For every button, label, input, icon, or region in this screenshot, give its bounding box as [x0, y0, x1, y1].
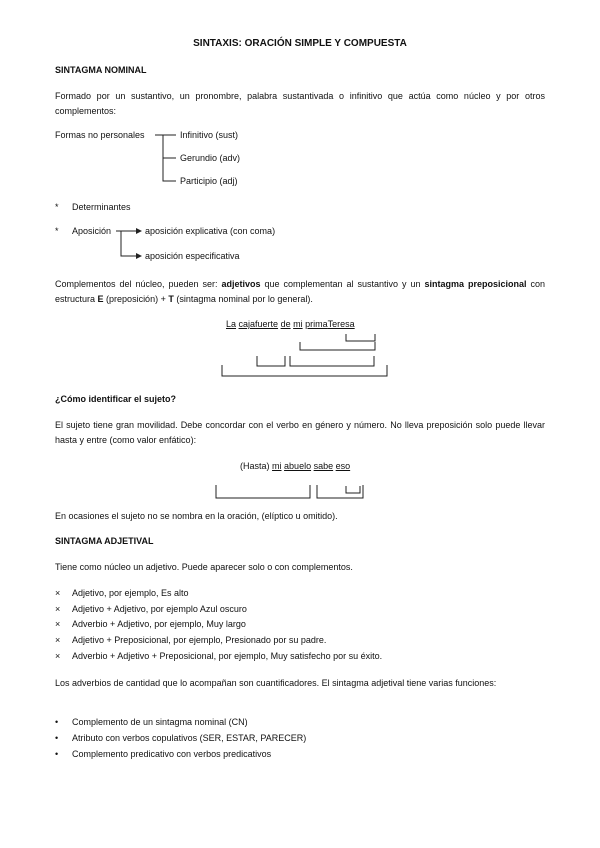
adjetival-list-item: Adjetivo + Preposicional, por ejemplo, Presionado por su padre. — [72, 635, 327, 645]
adjetivos-term: adjetivos — [221, 279, 261, 289]
star-bullet: * — [55, 202, 59, 212]
star-bullet: * — [55, 226, 59, 236]
dot-bullet: • — [55, 749, 59, 759]
example-word: Teresa — [327, 319, 355, 329]
forma-infinitivo: Infinitivo (sust) — [180, 130, 239, 140]
sujeto-omitido: En ocasiones el sujeto no se nombra en la oración, (elíptico u omitido). — [55, 511, 338, 521]
sujeto-heading: ¿Cómo identificar el sujeto? — [55, 394, 177, 404]
example-sentence-nominal — [226, 318, 355, 331]
aposicion-explicativa: aposición explicativa (con coma) — [145, 226, 276, 236]
complementos-text: que complementan al sustantivo y un — [260, 279, 425, 289]
aposicion-especificativa: aposición especificativa — [145, 251, 240, 261]
forma-participio: Participio (adj) — [180, 176, 238, 186]
adjetival-list-item: Adjetivo + Adjetivo, por ejemplo Azul oscuro — [72, 604, 247, 614]
example-word: prima — [305, 319, 328, 329]
example-word: de — [280, 319, 291, 329]
cross-bullet: × — [55, 588, 61, 598]
aposicion-item: Aposición — [72, 226, 112, 236]
adjetival-heading: SINTAGMA ADJETIVAL — [55, 536, 154, 546]
example-sentence-sujeto — [240, 460, 350, 473]
dot-bullet: • — [55, 717, 59, 727]
example-word: abuelo — [284, 461, 312, 471]
nominal-intro: Formado por un sustantivo, un pronombre, palabra sustantivada o infinitivo que actúa como núcleo y por otros complementos: — [55, 91, 545, 116]
determinantes-item: Determinantes — [72, 202, 131, 212]
adjetival-list-item: Adjetivo, por ejemplo, Es alto — [72, 588, 189, 598]
cross-bullet: × — [55, 619, 61, 629]
nominal-heading: SINTAGMA NOMINAL — [55, 65, 147, 75]
formas-label: Formas no personales — [55, 130, 145, 140]
cross-bullet: × — [55, 604, 61, 614]
sintagma-term: sintagma — [424, 279, 464, 289]
complementos-text: (preposición) + — [103, 294, 169, 304]
complementos-text: con estructura — [55, 279, 545, 304]
cross-bullet: × — [55, 635, 61, 645]
complementos-text: (sintagma nominal por lo general). — [173, 294, 313, 304]
e-term: E — [97, 294, 104, 304]
example-word: sabe — [313, 461, 334, 471]
t-term: T — [168, 294, 174, 304]
adjetival-list-item: Adverbio + Adjetivo + Preposicional, por ejemplo, Muy satisfecho por su éxito. — [72, 651, 383, 661]
adjetival-intro: Tiene como núcleo un adjetivo. Puede aparecer solo o con complementos. — [55, 562, 353, 572]
example-word: La — [226, 319, 237, 329]
dot-bullet: • — [55, 733, 59, 743]
funcion-item: Complemento predicativo con verbos predicativos — [72, 749, 272, 759]
cross-bullet: × — [55, 651, 61, 661]
example-prefix: (Hasta) — [240, 461, 270, 471]
cuantificadores-text: Los adverbios de cantidad que lo acompañan son cuantificadores. El sintagma adjetival tiene varias funciones: — [55, 678, 497, 688]
preposicional-term: preposicional — [467, 279, 527, 289]
complementos-paragraph — [55, 277, 545, 307]
example-word: fuerte — [255, 319, 279, 329]
example-word: caja — [238, 319, 256, 329]
example-word: mi — [293, 319, 303, 329]
funcion-item: Complemento de un sintagma nominal (CN) — [72, 717, 248, 727]
example-word: eso — [335, 461, 351, 471]
forma-gerundio: Gerundio (adv) — [180, 153, 241, 163]
adjetival-list-item: Adverbio + Adjetivo, por ejemplo, Muy largo — [72, 619, 246, 629]
complementos-text: Complementos del núcleo, pueden ser: — [55, 279, 222, 289]
example-word: mi — [272, 461, 282, 471]
funcion-item: Atributo con verbos copulativos (SER, ESTAR, PARECER) — [72, 733, 307, 743]
page-title: SINTAXIS: ORACIÓN SIMPLE Y COMPUESTA — [193, 38, 407, 49]
sujeto-text: El sujeto tiene gran movilidad. Debe concordar con el verbo en género y número. No lleva preposición solo puede llevar hasta y entre (como valor enfático): — [55, 420, 545, 445]
